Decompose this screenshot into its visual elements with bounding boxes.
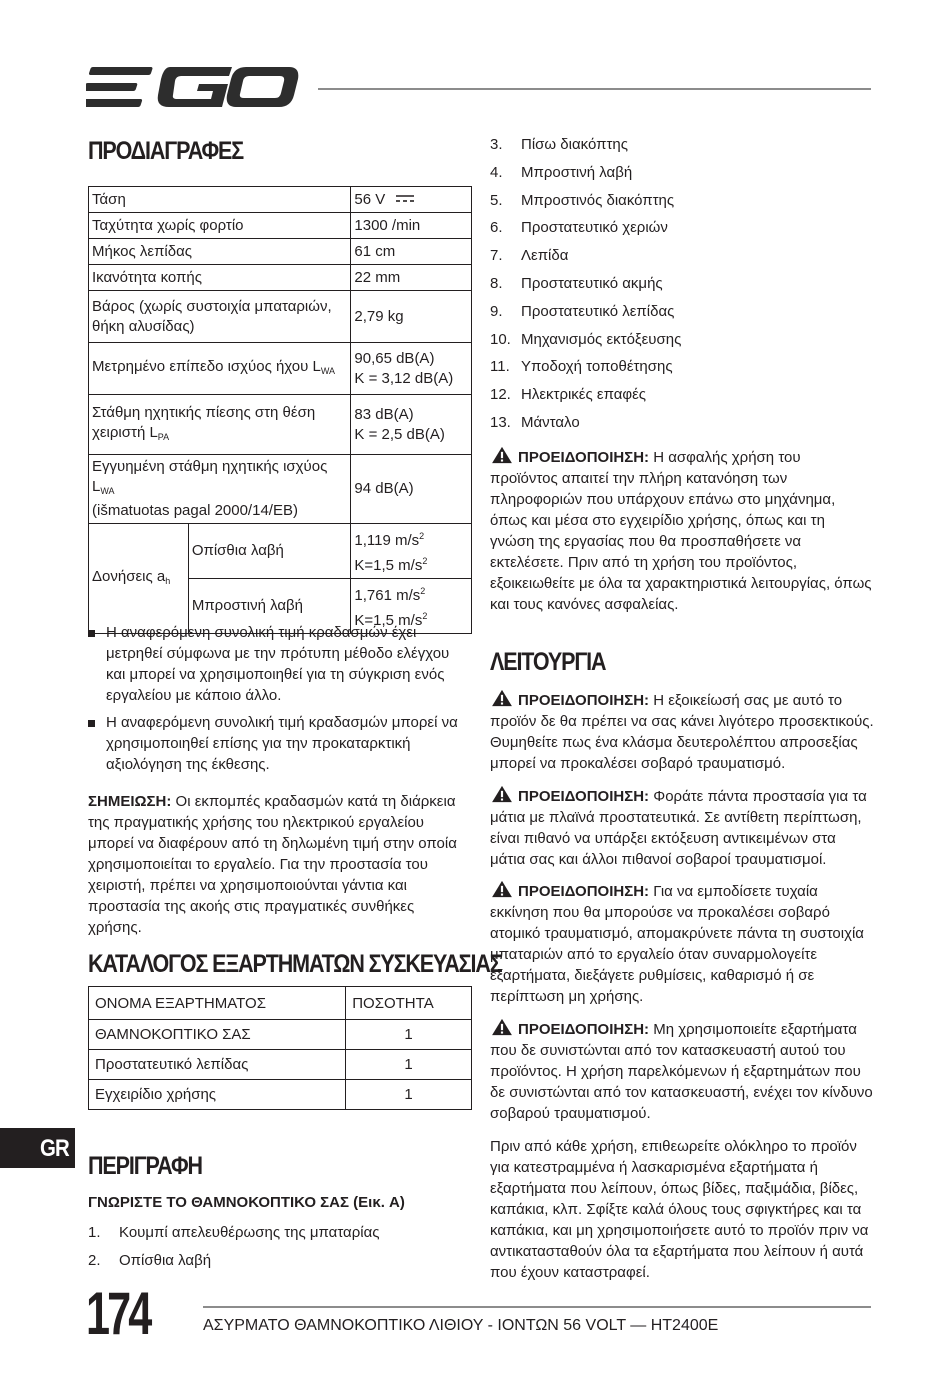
column-header: ΠΟΣΟΤΗΤΑ (346, 987, 472, 1020)
warning-triangle-icon (490, 446, 514, 464)
footer-rule (203, 1306, 871, 1308)
list-item: 4. Μπροστινή λαβή (490, 163, 633, 181)
parts-list-left (88, 1222, 468, 1278)
part-name: ΘΑΜΝΟΚΟΠΤΙΚΟ ΣΑΣ (89, 1020, 346, 1050)
spec-label: Στάθμη ηχητικής πίεσης στη θέση χειριστή $L_{PA}$ (89, 395, 351, 455)
warning-triangle-icon (490, 785, 514, 803)
list-item: 2. Οπίσθια λαβή (88, 1252, 212, 1269)
warning-paragraph: ΠΡΟΕΙΔΟΠΟΙΗΣΗ: Μη χρησιμοποιείτε εξαρτήματα που δε συνιστώνται από τον κατασκευαστή αυτού του προϊόντος. Η χρήση παρελκόμενων ή εξαρτημάτων που δε συνιστώνται από τον κατασκευαστή, ενέχει τον κίνδυνο σοβαρού τραυματισμού. (490, 1018, 874, 1124)
spec-value: 2,79 kg (351, 291, 472, 343)
spec-label: Δονήσεις $a_h$ (89, 524, 189, 634)
dc-symbol-icon (395, 193, 415, 203)
list-item: Η αναφερόμενη συνολική τιμή κραδασμών μπορεί να χρησιμοποιηθεί επίσης για την προκαταρκτική αξιολόγηση της έκθεσης. (88, 712, 463, 775)
spec-value: 83 dB(A) K = 2,5 dB(A) (351, 395, 472, 455)
warning-paragraph: ΠΡΟΕΙΔΟΠΟΙΗΣΗ: Για να εμποδίσετε τυχαία εκκίνηση που θα μπορούσε να προκαλέσει σοβαρό ατομικό τραυματισμό, απομακρύνετε πάντα τη συστοιχία μπαταριών από το εργαλείο όταν συναρμολογείτε εξαρτήματα, διεξάγετε ρυθμίσεις, καθαρισμό ή σε περίπτωση μη χρήσης. (490, 880, 874, 1007)
spec-value: 61 cm (351, 239, 472, 265)
warning-triangle-icon (490, 689, 514, 707)
spec-value: 1,119 $m/s^2$ K=1,5 $m/s^2$ (351, 524, 472, 579)
warning-label: ΠΡΟΕΙΔΟΠΟΙΗΣΗ: (518, 788, 650, 805)
parts-list-right (490, 134, 870, 440)
warning-label: ΠΡΟΕΙΔΟΠΟΙΗΣΗ: (518, 1021, 650, 1038)
part-qty: 1 (346, 1050, 472, 1080)
table-row (89, 187, 472, 213)
table-row (89, 239, 472, 265)
spec-label: Εγγυημένη στάθμη ηχητικής ισχύος $L_{WA}$ (išmatuotas pagal 2000/14/EB) (89, 455, 351, 524)
spec-value: 94 dB(A) (351, 455, 472, 524)
specs-table (88, 186, 472, 634)
spec-label: Τάση (89, 187, 351, 213)
language-tab: GR (0, 1128, 75, 1168)
table-row (89, 524, 472, 579)
note-label: ΣΗΜΕΙΩΣΗ: (88, 793, 172, 810)
warning-paragraph: ΠΡΟΕΙΔΟΠΟΙΗΣΗ: Φοράτε πάντα προστασία για τα μάτια με πλαϊνά προστατευτικά. Σε αντίθετη περίπτωση, είναι πιθανό να υπάρξει εκτόξευση αντικειμένων στα μάτια σας και άλλοι πιθανοί σοβαροί τραυματισμοί. (490, 785, 874, 870)
spec-label: Οπίσθια λαβή (188, 524, 351, 579)
spec-label: Βάρος (χωρίς συστοιχία μπαταριών, θήκη αλυσίδας) (89, 291, 351, 343)
warning-label: ΠΡΟΕΙΔΟΠΟΙΗΣΗ: (518, 449, 650, 466)
warning-paragraph: ΠΡΟΕΙΔΟΠΟΙΗΣΗ: Η εξοικείωσή σας με αυτό το προϊόν δε θα πρέπει να σας κάνει λιγότερο προσεκτικούς. Θυμηθείτε πως ένα κλάσμα δευτερολέπτου απροσεξίας μπορεί να προκαλέσει σοβαρό τραυματισμό. (490, 689, 874, 774)
spec-value: 1300 /min (351, 213, 472, 239)
spec-value: 56 V (351, 187, 472, 213)
packing-table (88, 986, 472, 1110)
table-row (89, 291, 472, 343)
part-qty: 1 (346, 1080, 472, 1110)
list-item: 9. Προστατευτικό λεπίδας (490, 302, 675, 320)
warning-paragraph: ΠΡΟΕΙΔΟΠΟΙΗΣΗ: Η ασφαλής χρήση του προϊόντος απαιτεί την πλήρη κατανόηση των πληροφοριών που υπάρχουν επάνω στο μηχάνημα, όπως και μέσα στο εγχειρίδιο χρήσης, όπως και τη γνώση της εργασίας που θα προσπαθήσετε να εκτελέσετε. Πριν από τη χρήση του προϊόντος, εξοικειωθείτε με όλα τα χαρακτηριστικά λειτουργίας, όπως και τους κανόνες ασφαλείας. (490, 446, 872, 615)
list-item: 3. Πίσω διακόπτης (490, 136, 628, 153)
column-header: ΟΝΟΜΑ ΕΞΑΡΤΗΜΑΤΟΣ (89, 987, 346, 1020)
spec-value: 1,761 $m/s^2$ K=1,5 $m/s^2$ (351, 579, 472, 634)
part-qty: 1 (346, 1020, 472, 1050)
bullet-square-icon (88, 712, 106, 775)
specs-title: ΠΡΟΔΙΑΓΡΑΦΕΣ (88, 137, 244, 165)
table-row (89, 1050, 472, 1080)
table-row (89, 1020, 472, 1050)
table-header (89, 987, 472, 1020)
list-item: 1. Κουμπί απελευθέρωσης της μπαταρίας (88, 1224, 380, 1241)
warning-triangle-icon (490, 1018, 514, 1036)
description-subtitle: ΓΝΩΡΙΣΤΕ ΤΟ ΘΑΜΝΟΚΟΠΤΙΚΟ ΣΑΣ (Εικ. A) (88, 1194, 405, 1211)
spec-label: Ταχύτητα χωρίς φορτίο (89, 213, 351, 239)
warning-label: ΠΡΟΕΙΔΟΠΟΙΗΣΗ: (518, 883, 650, 900)
ego-logo (86, 64, 300, 112)
packing-title: ΚΑΤΑΛΟΓΟΣ ΕΞΑΡΤΗΜΑΤΩΝ ΣΥΣΚΕΥΑΣΙΑΣ (88, 950, 502, 978)
spec-value: 22 mm (351, 265, 472, 291)
list-item: 10. Μηχανισμός εκτόξευσης (490, 330, 682, 348)
list-item: 8. Προστατευτικό ακμής (490, 274, 663, 292)
warning-label: ΠΡΟΕΙΔΟΠΟΙΗΣΗ: (518, 692, 650, 709)
inspection-paragraph: Πριν από κάθε χρήση, επιθεωρείτε ολόκληρο το προϊόν για κατεστραμμένα ή λασκαρισμένα εξαρτήματα ή εξαρτήματα που λείπουν, όπως βίδες, παξιμάδια, βίδες, καπάκια, κλπ. Σφίξτε καλά όλους τους σφιγκτήρες και τα καπάκια, και μη χρησιμοποιήσετε αυτό το προϊόν πριν να αντικατασταθούν όλα τα εξαρτήματα που λείπουν ή αυτά που έχουν καταστραφεί. (490, 1138, 869, 1281)
note-paragraph: ΣΗΜΕΙΩΣΗ: Οι εκπομπές κραδασμών κατά τη διάρκεια της πραγματικής χρήσης του ηλεκτρικού εργαλείου μπορεί να διαφέρουν από τη δηλωμένη τιμή στην οποία χρησιμοποιείται το εργαλείο. Για την προστασία του χειριστή, πρέπει να χρησιμοποιούνται γάντια και προστασία της ακοής στις πραγματικές συνθήκες χρήσης. (88, 793, 457, 936)
header-rule (318, 88, 871, 90)
page-number: 174 (86, 1280, 150, 1347)
spec-label: Μήκος λεπίδας (89, 239, 351, 265)
footer-title: ΑΣΥΡΜΑΤΟ ΘΑΜΝΟΚΟΠΤΙΚΟ ΛΙΘΙΟΥ - ΙΟΝΤΩΝ 56 VOLT — HT2400E (203, 1317, 719, 1334)
table-row (89, 213, 472, 239)
warning-triangle-icon (490, 880, 514, 898)
spec-label: Μετρημένο επίπεδο ισχύος ήχου $L_{WA}$ (89, 343, 351, 395)
spec-label: Μπροστινή λαβή (188, 579, 351, 634)
spec-label: Ικανότητα κοπής (89, 265, 351, 291)
bullet-list (88, 622, 463, 775)
part-name: Προστατευτικό λεπίδας (89, 1050, 346, 1080)
description-title: ΠΕΡΙΓΡΑΦΗ (88, 1152, 202, 1180)
list-item: 11. Υποδοχή τοποθέτησης (490, 358, 673, 376)
list-item: 12. Ηλεκτρικές επαφές (490, 386, 647, 404)
operation-title: ΛΕΙΤΟΥΡΓΙΑ (490, 648, 606, 676)
spec-value: 90,65 dB(A) K = 3,12 dB(A) (351, 343, 472, 395)
list-item: Η αναφερόμενη συνολική τιμή κραδασμών έχει μετρηθεί σύμφωνα με την πρότυπη μέθοδο ελέγχου και μπορεί να χρησιμοποιηθεί για τη σύγκριση ενός εργαλείου με κάποιο άλλο. (88, 622, 463, 706)
table-row (89, 1080, 472, 1110)
list-item: 6. Προστατευτικό χεριών (490, 219, 668, 237)
list-item: 7. Λεπίδα (490, 247, 569, 265)
table-row (89, 265, 472, 291)
table-row (89, 455, 472, 524)
table-row (89, 343, 472, 395)
bullet-square-icon (88, 622, 106, 706)
list-item: 5. Μπροστινός διακόπτης (490, 191, 675, 209)
table-row (89, 395, 472, 455)
part-name: Εγχειρίδιο χρήσης (89, 1080, 346, 1110)
list-item: 13. Μάνταλο (490, 413, 580, 431)
